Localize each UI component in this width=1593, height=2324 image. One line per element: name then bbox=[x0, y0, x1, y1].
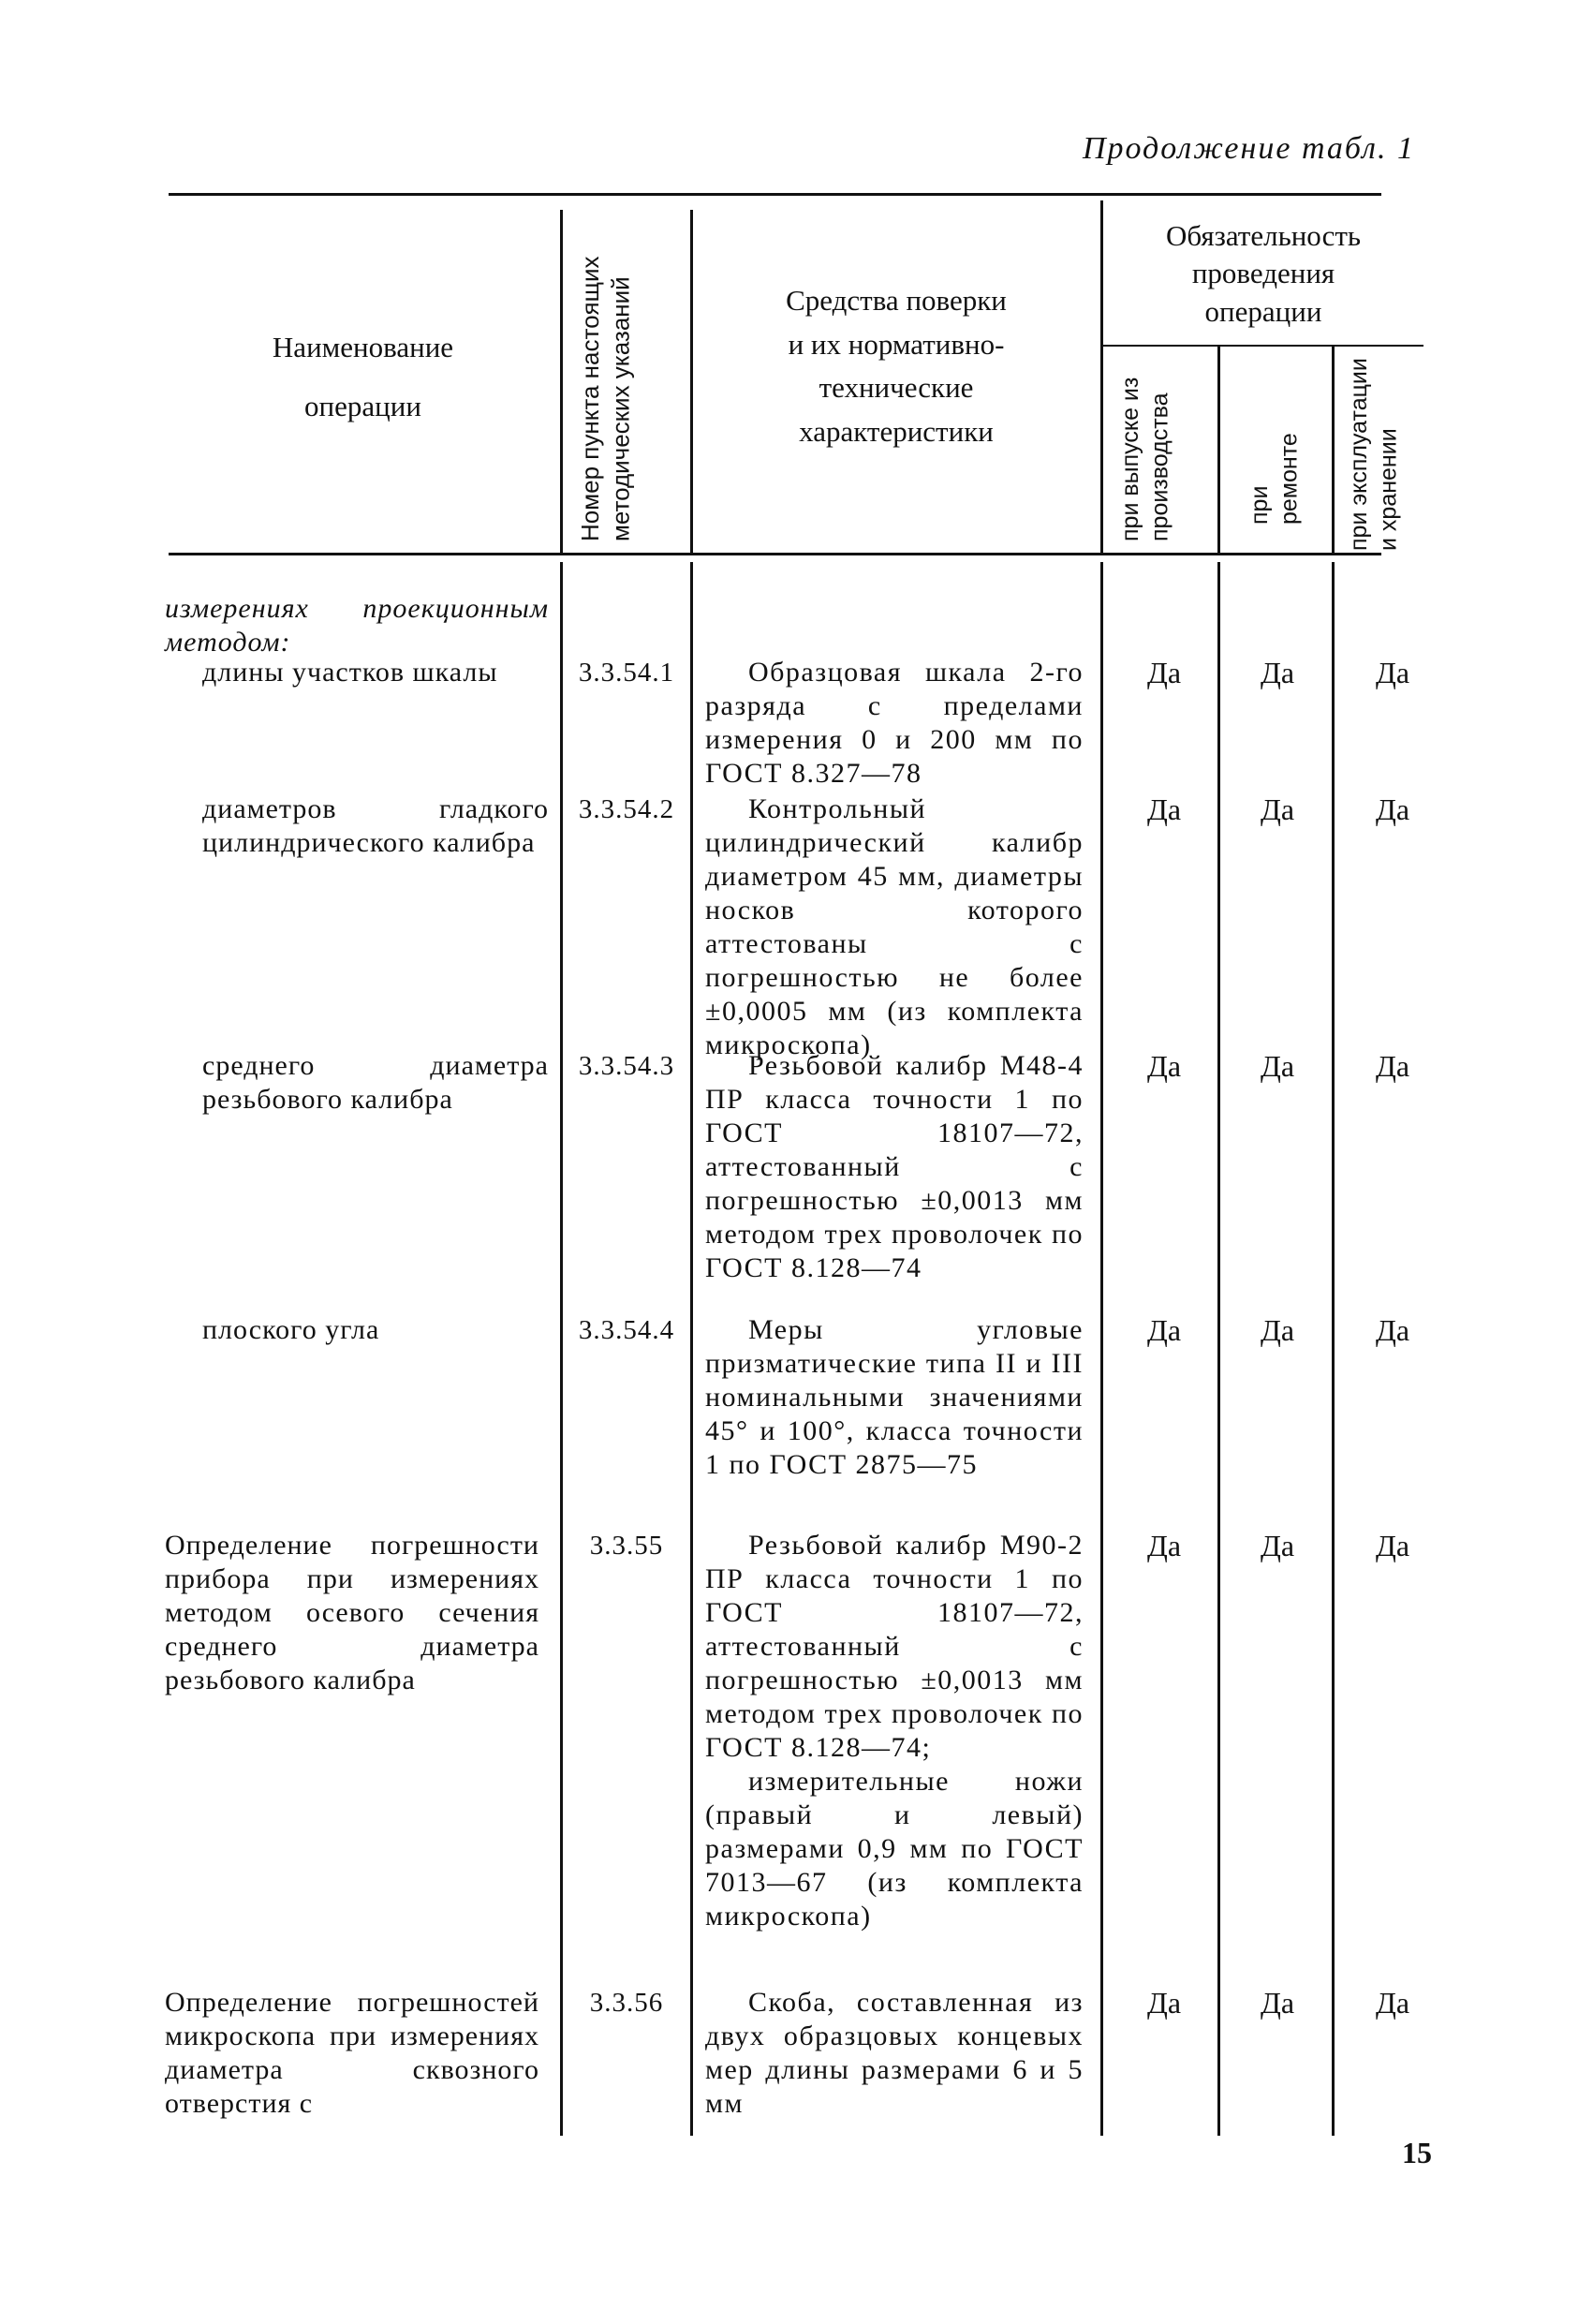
release-cell: Да bbox=[1146, 656, 1182, 689]
running-head: Продолжение табл. 1 bbox=[1082, 131, 1415, 166]
header-mandatory-line-2: проведения bbox=[1191, 257, 1335, 290]
repair-cell: Да bbox=[1260, 1529, 1295, 1562]
header-mandatory bbox=[1103, 217, 1423, 331]
header-means-line-1: Средства поверки bbox=[786, 284, 1007, 317]
header-operation-line-2: операции bbox=[304, 389, 421, 422]
means-cell bbox=[705, 1049, 1084, 1285]
clause-cell: 3.3.54.1 bbox=[578, 658, 675, 688]
repair-cell: Да bbox=[1260, 656, 1295, 689]
release-cell: Да bbox=[1146, 1986, 1182, 2020]
repair-cell: Да bbox=[1260, 1313, 1295, 1347]
means-text: Контрольный цилиндрический калибр диаметром 45 мм, диаметры носков которого аттестованы с погрешностью не более ±0,0005 мм (из комплекта микроскопа) bbox=[705, 793, 1084, 1060]
means-cell bbox=[705, 1986, 1084, 2121]
means-text: Меры угловые призматические типа II и III номинальными значениями 45° и 100°, класса точности 1 по ГОСТ 2875—75 bbox=[705, 1314, 1084, 1480]
header-operation bbox=[169, 326, 557, 428]
operation-cell bbox=[165, 792, 549, 860]
header-means-line-2: и их нормативно- bbox=[788, 327, 1005, 361]
means-text: Скоба, составленная из двух образцовых концевых мер длины размерами 6 и 5 мм bbox=[705, 1987, 1084, 2119]
operation-cell bbox=[165, 1313, 549, 1347]
header-bottom-rule bbox=[169, 553, 1381, 555]
header-clause: Номер пункта настоящих методических указаний bbox=[576, 256, 635, 541]
means-text: Образцовая шкала 2-го разряда с пределами измерения 0 и 200 мм по ГОСТ 8.327—78 bbox=[705, 657, 1084, 789]
operation-cell bbox=[165, 656, 549, 689]
means-cell bbox=[705, 1313, 1084, 1482]
service-cell: Да bbox=[1375, 1529, 1410, 1562]
operation-text: Определение погрешностей микроскопа при измерениях диаметра сквозного отверстия с bbox=[165, 1987, 539, 2119]
operation-cell bbox=[165, 1529, 539, 1697]
means-text: измерительные ножи (правый и левый) размерами 0,9 мм по ГОСТ 7013—67 (из комплекта микроскопа) bbox=[705, 1766, 1084, 1932]
header-means-line-4: характеристики bbox=[799, 414, 994, 448]
means-text: Резьбовой калибр М48-4 ПР класса точности 1 по ГОСТ 18107—72, аттестованный с погрешностью ±0,0013 мм методом трех проволочек по ГОСТ 8.128—74 bbox=[705, 1050, 1084, 1283]
header-mandatory-line-1: Обязательность bbox=[1165, 219, 1362, 252]
service-cell: Да bbox=[1375, 792, 1410, 826]
release-cell: Да bbox=[1146, 1313, 1182, 1347]
body-divider-3 bbox=[1100, 562, 1103, 2136]
body-divider-1 bbox=[560, 562, 563, 2136]
header-service: при эксплуатации и хранении bbox=[1346, 358, 1402, 551]
operation-cell bbox=[165, 1049, 549, 1117]
service-cell: Да bbox=[1375, 1313, 1410, 1347]
operation-text: измерениях проекционным методом: bbox=[165, 593, 549, 658]
means-text: Резьбовой калибр М90-2 ПР класса точности 1 по ГОСТ 18107—72, аттестованный с погрешностью ±0,0013 мм методом трех проволочек по ГОСТ 8.128—74; bbox=[705, 1530, 1084, 1763]
operation-text: длины участков шкалы bbox=[202, 657, 498, 688]
header-repair: при ремонте bbox=[1246, 433, 1303, 525]
release-cell: Да bbox=[1146, 792, 1182, 826]
means-cell bbox=[705, 792, 1084, 1062]
header-mandatory-line-3: операции bbox=[1204, 294, 1322, 328]
operation-text: диаметров гладкого цилиндрического калибра bbox=[202, 793, 549, 858]
header-means-line-3: технические bbox=[819, 371, 974, 404]
header-divider-5 bbox=[1332, 347, 1335, 553]
service-cell: Да bbox=[1375, 1049, 1410, 1083]
clause-cell: 3.3.55 bbox=[589, 1531, 664, 1561]
clause-cell: 3.3.54.3 bbox=[578, 1051, 675, 1081]
release-cell: Да bbox=[1146, 1529, 1182, 1562]
header-divider-2 bbox=[690, 210, 693, 553]
table-top-rule bbox=[169, 193, 1381, 196]
means-cell bbox=[705, 1529, 1084, 1933]
header-means bbox=[695, 279, 1098, 453]
repair-cell: Да bbox=[1260, 1986, 1295, 2020]
page-number: 15 bbox=[1402, 2136, 1432, 2169]
operation-text: плоского угла bbox=[202, 1314, 380, 1345]
operation-text: среднего диаметра резьбового калибра bbox=[202, 1050, 549, 1115]
operation-text: Определение погрешности прибора при измерениях методом осевого сечения среднего диаметра резьбового калибра bbox=[165, 1530, 539, 1695]
header-divider-4 bbox=[1217, 347, 1220, 553]
header-operation-line-1: Наименование bbox=[272, 331, 454, 363]
release-cell: Да bbox=[1146, 1049, 1182, 1083]
repair-cell: Да bbox=[1260, 1049, 1295, 1083]
service-cell: Да bbox=[1375, 656, 1410, 689]
clause-cell: 3.3.54.4 bbox=[578, 1315, 675, 1345]
body-divider-2 bbox=[690, 562, 693, 2136]
clause-cell: 3.3.54.2 bbox=[578, 794, 675, 824]
clause-cell: 3.3.56 bbox=[589, 1988, 664, 2018]
service-cell: Да bbox=[1375, 1986, 1410, 2020]
operation-cell bbox=[165, 592, 549, 659]
header-divider-1 bbox=[560, 210, 563, 553]
repair-cell: Да bbox=[1260, 792, 1295, 826]
header-release: при выпуске из производства bbox=[1117, 377, 1173, 541]
mandatory-subheader-rule bbox=[1100, 345, 1423, 347]
means-cell bbox=[705, 656, 1084, 791]
operation-cell bbox=[165, 1986, 539, 2121]
